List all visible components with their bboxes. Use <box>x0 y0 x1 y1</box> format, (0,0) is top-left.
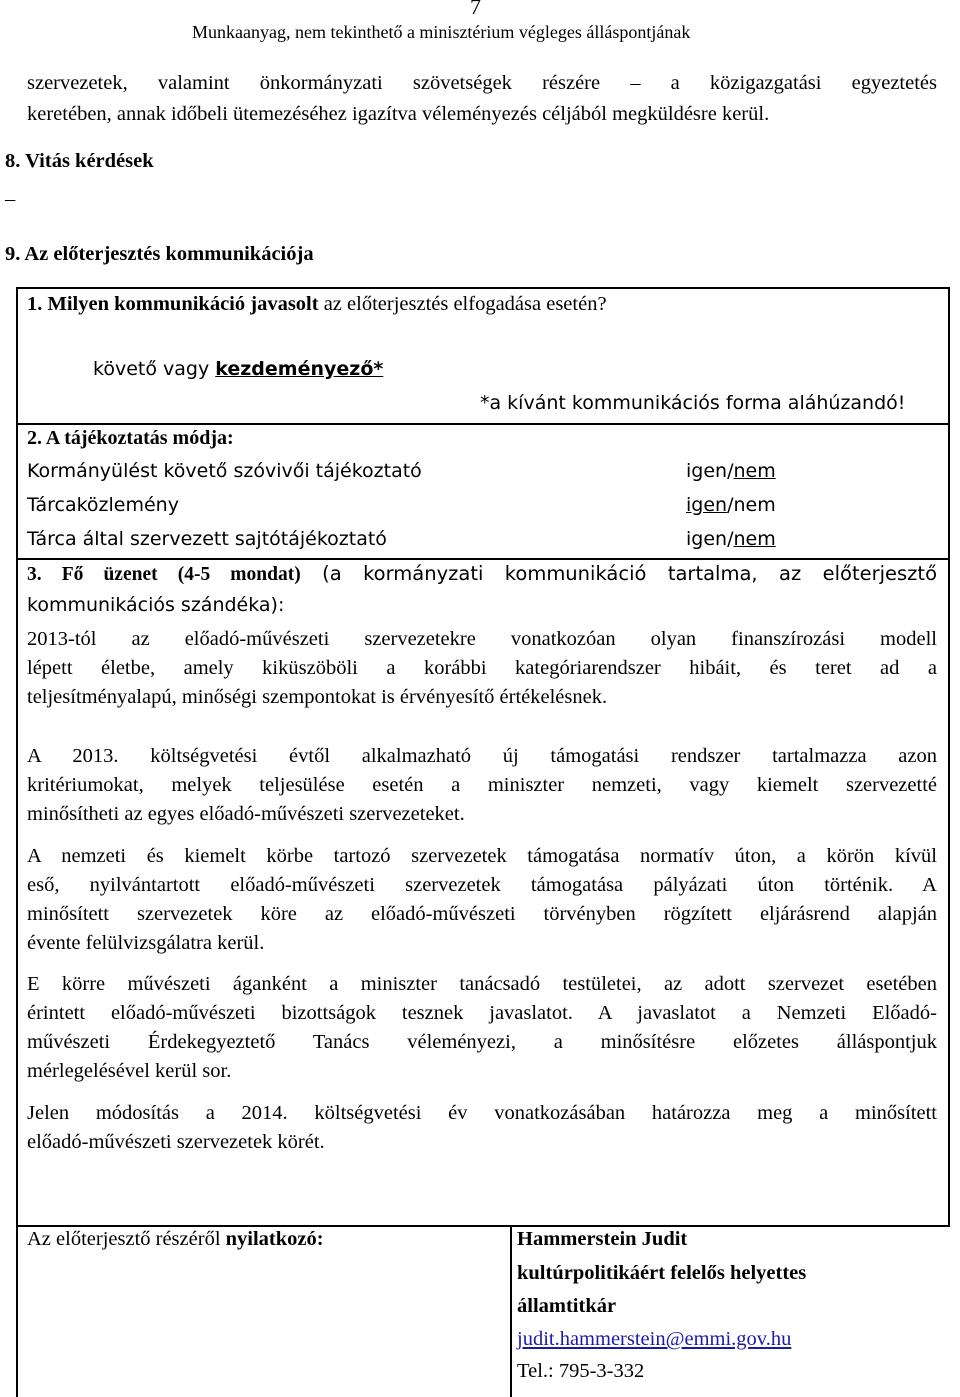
page-number: 7 <box>470 0 481 19</box>
option-initiator-selected: kezdeményező* <box>215 358 384 380</box>
message-line: lépett életbe, amely kiküszöböli a korábbi kategóriarendszer hibáit, és teret ad a <box>27 657 937 679</box>
message-line: kritériumokat, melyek teljesülése esetén a miniszter nemzeti, vagy kiemelt szervezetté <box>27 774 937 796</box>
message-line: érintett előadó-művészeti bizottságok tesznek javaslatot. A javaslatot a Nemzeti Előadó- <box>27 1002 937 1024</box>
question-3-title: 3. Fő üzenet (4-5 mondat) (a kormányzati kommunikáció tartalma, az előterjesztő <box>27 562 937 585</box>
question-2-title: 2. A tájékoztatás módja: <box>27 427 234 449</box>
message-line: A 2013. költségvetési évtől alkalmazható új támogatási rendszer tartalmazza azon <box>27 745 937 767</box>
info-method-label: Tárca által szervezett sajtótájékoztató <box>27 528 387 550</box>
question-1: 1. Milyen kommunikáció javasolt az előterjesztés elfogadása esetén? <box>27 293 607 315</box>
info-method-choice: igen/nem <box>686 460 776 482</box>
section-8-title: 8. Vitás kérdések <box>5 150 154 172</box>
message-line: Jelen módosítás a 2014. költségvetési év vonatkozásában határozza meg a minősített <box>27 1102 937 1124</box>
declarant-label: Az előterjesztő részéről nyilatkozó: <box>27 1228 324 1250</box>
draft-notice: Munkaanyag, nem tekinthető a minisztérium végleges álláspontjának <box>192 22 691 42</box>
info-method-choice: igen/nem <box>686 528 776 550</box>
info-method-label: Tárcaközlemény <box>27 494 179 516</box>
message-line: művészeti Érdekegyeztető Tanács véleményezi, a minősítésre előzetes álláspontjuk <box>27 1031 937 1053</box>
message-line: teljesítményalapú, minőségi szempontokat is érvényesítő értékelésnek. <box>27 686 608 708</box>
signer-title: államtitkár <box>517 1295 617 1317</box>
message-line: A nemzeti és kiemelt körbe tartozó szervezetek támogatása normatív úton, a körön kívül <box>27 845 937 867</box>
message-line: 2013-tól az előadó-művészeti szervezetekre vonatkozóan olyan finanszírozási modell <box>27 628 937 650</box>
signer-name: Hammerstein Judit <box>517 1228 688 1250</box>
message-line: mérlegelésével kerül sor. <box>27 1060 232 1082</box>
section-8-content: – <box>5 188 16 210</box>
signer-phone: Tel.: 795-3-332 <box>517 1360 645 1382</box>
signer-title: kultúrpolitikáért felelős helyettes <box>517 1262 807 1284</box>
footnote: *a kívánt kommunikációs forma aláhúzandó! <box>480 392 906 414</box>
message-line: minősítheti az egyes előadó-művészeti szervezeteket. <box>27 803 465 825</box>
option-follower: követő vagy <box>93 358 216 380</box>
communication-options <box>93 358 383 380</box>
info-method-choice: igen/nem <box>686 494 776 516</box>
intro-line: keretében, annak időbeli ütemezéséhez igazítva véleményezés céljából megküldésre kerül. <box>27 103 770 125</box>
signer-email-link[interactable]: judit.hammerstein@emmi.gov.hu <box>517 1328 792 1350</box>
message-line: minősített szervezetek köre az előadó-művészeti törvényben rögzített eljárásrend alapján <box>27 903 937 925</box>
message-line: évente felülvizsgálatra kerül. <box>27 932 265 954</box>
intro-line: szervezetek, valamint önkormányzati szövetségek részére – a közigazgatási egyeztetés <box>27 72 937 94</box>
message-line: E körre művészeti áganként a miniszter tanácsadó testületei, az adott szervezet esetében <box>27 973 937 995</box>
info-method-label: Kormányülést követő szóvivői tájékoztató <box>27 460 422 482</box>
message-line: előadó-művészeti szervezetek körét. <box>27 1131 325 1153</box>
question-3-title-cont: kommunikációs szándéka): <box>27 594 285 616</box>
message-line: eső, nyilvántartott előadó-művészeti szervezetek támogatása pályázati úton történik. A <box>27 874 937 896</box>
section-9-title: 9. Az előterjesztés kommunikációja <box>5 243 314 265</box>
